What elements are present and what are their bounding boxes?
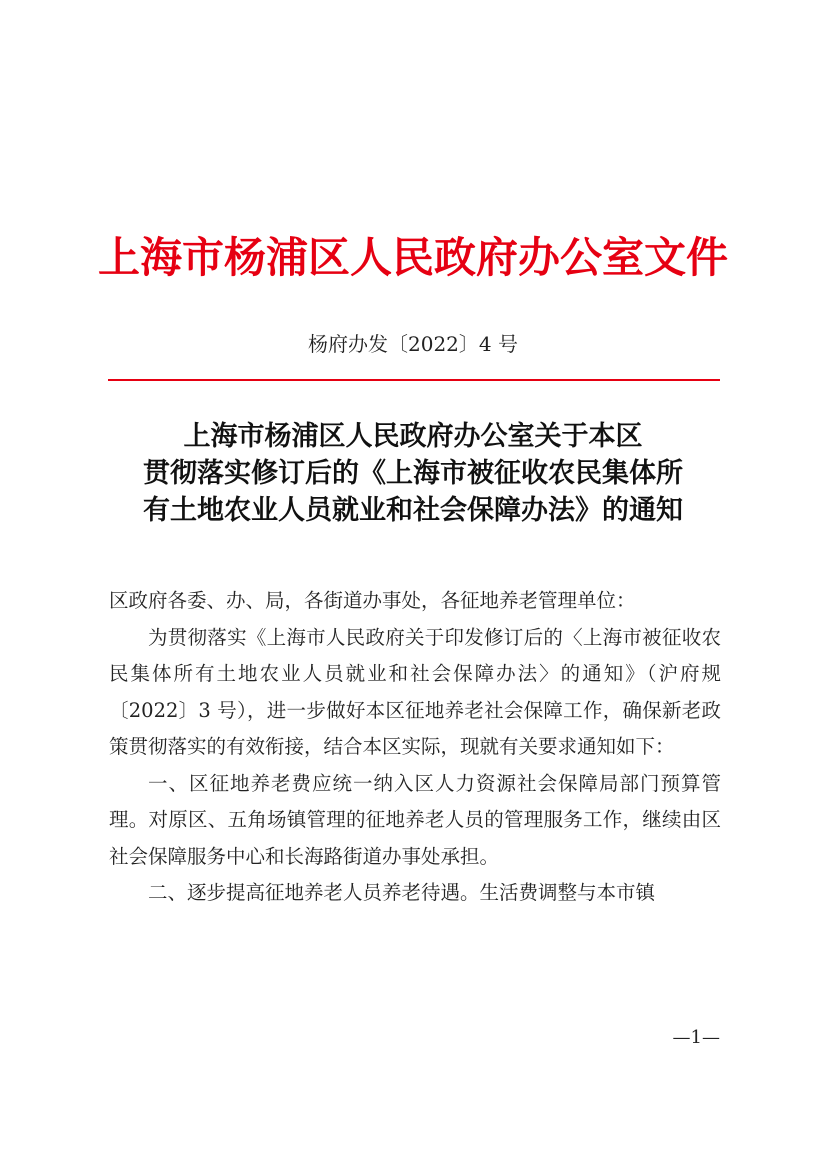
paragraph: 一、区征地养老费应统一纳入区人力资源社会保障局部门预算管理。对原区、五角场镇管理的征地养老人员的管理服务工作，继续由区社会保障服务中心和长海路街道办事处承担。 (109, 771, 721, 868)
page-number: —1— (672, 1027, 720, 1048)
notice-title (100, 418, 726, 529)
paragraph: 二、逐步提高征地养老人员养老待遇。生活费调整与本市镇 (148, 881, 656, 904)
document-number: 杨府办发〔2022〕4 号 (308, 332, 518, 356)
title-line: 有土地农业人员就业和社会保障办法》的通知 (143, 495, 683, 526)
document-body (109, 583, 721, 912)
title-line: 上海市杨浦区人民政府办公室关于本区 (183, 421, 643, 452)
title-line: 贯彻落实修订后的《上海市被征收农民集体所 (143, 458, 683, 489)
masthead-title: 上海市杨浦区人民政府办公室文件 (97, 233, 728, 282)
salutation: 区政府各委、办、局，各街道办事处，各征地养老管理单位： (109, 589, 636, 612)
red-separator-line (108, 379, 720, 381)
paragraph: 为贯彻落实《上海市人民政府关于印发修订后的〈上海市被征收农民集体所有土地农业人员就业和社会保障办法〉的通知》（沪府规〔2022〕3 号），进一步做好本区征地养老社会保障工作，确保新老政策贯彻落实的有效衔接，结合本区实际，现就有关要求通知如下： (109, 625, 721, 758)
